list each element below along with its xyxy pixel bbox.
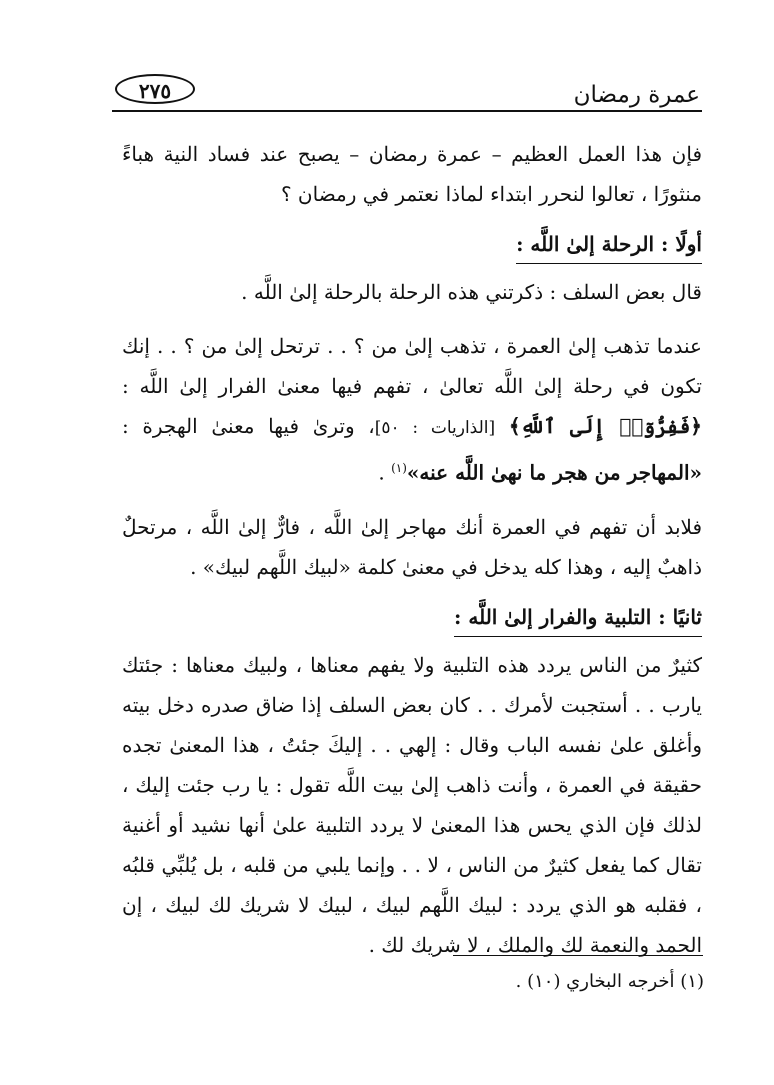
section-heading-wrap bbox=[122, 214, 702, 272]
paragraph-journey-to-allah bbox=[122, 326, 702, 493]
main-text bbox=[122, 134, 702, 965]
paragraph-text: عندما تذهب إلىٰ العمرة ، تذهب إلىٰ من ؟ . . ترتحل إلىٰ من ؟ . . إنك تكون في رحلة إلىٰ اللَّه تعالىٰ ، تفهم فيها معنىٰ الفرار إلىٰ اللَّه : bbox=[122, 334, 702, 398]
running-title: عمرة رمضان bbox=[573, 82, 700, 108]
hadith-quote: «المهاجر من هجر ما نهىٰ اللَّه عنه» bbox=[406, 460, 702, 485]
verse-reference: [الذاريات : ٥٠] bbox=[374, 418, 496, 438]
page-header bbox=[115, 68, 700, 112]
footnote-divider bbox=[453, 955, 703, 956]
footnote-1: (١) أخرجه البخاري (١٠) . bbox=[515, 971, 704, 992]
quran-verse: ﴿فَفِرُّوٓا۟ إِلَى ٱللَّهِ﴾ bbox=[508, 414, 703, 438]
footnote-marker: (١) bbox=[391, 461, 407, 475]
paragraph-talbiyah: كثيرٌ من الناس يردد هذه التلبية ولا يفهم معناها ، ولبيك معناها : جئتك يارب . . أستجبت لأمرك . . كان بعض السلف إذا ضاق صدره دخل بيته وأغلق علىٰ نفسه الباب وقال : إلهي . . إليكَ جئتُ ، هذا المعنىٰ تجده حقيقة في العمرة ، وأنت ذاهب إلىٰ بيت اللَّه تقول : يا رب جئت إليك ، لذلك فإن الذي يحس هذا المعنىٰ لا يردد التلبية علىٰ أنها نشيد أو أغنية تقال كما يفعل كثيرٌ من الناس ، لا . . وإنما يلبي من قلبه ، بل يُلبِّي قلبُه ، فقلبه هو الذي يردد : لبيك اللَّهم لبيك ، لبيك لا شريك لك لبيك ، إن الحمد والنعمة لك والملك ، لا شريك لك . bbox=[122, 652, 702, 957]
paragraph-end-mark: . bbox=[378, 460, 385, 485]
section-heading-journey: أولًا : الرحلة إلىٰ اللَّه : bbox=[516, 226, 702, 264]
section-heading-wrap bbox=[122, 587, 702, 645]
section-heading-talbiyah: ثانيًا : التلبية والفرار إلىٰ اللَّه : bbox=[454, 599, 702, 637]
page-number-badge: ٢٧٥ bbox=[115, 74, 195, 104]
header-divider bbox=[112, 110, 702, 112]
paragraph-text-mid: ، وترىٰ فيها معنىٰ الهجرة : bbox=[122, 414, 375, 438]
paragraph-salaf-quote: قال بعض السلف : ذكرتني هذه الرحلة بالرحلة إلىٰ اللَّه . bbox=[241, 280, 702, 304]
intro-paragraph: فإن هذا العمل العظيم – عمرة رمضان – يصبح عند فساد النية هباءً منثورًا ، تعالوا لنحرر ابتداء لماذا نعتمر في رمضان ؟ bbox=[122, 142, 702, 206]
paragraph-migration: فلابد أن تفهم في العمرة أنك مهاجر إلىٰ اللَّه ، فارٌّ إلىٰ اللَّه ، مرتحلٌ ذاهبٌ إليه ، وهذا كله يدخل في معنىٰ كلمة «لبيك اللَّهم لبيك» . bbox=[122, 514, 702, 579]
